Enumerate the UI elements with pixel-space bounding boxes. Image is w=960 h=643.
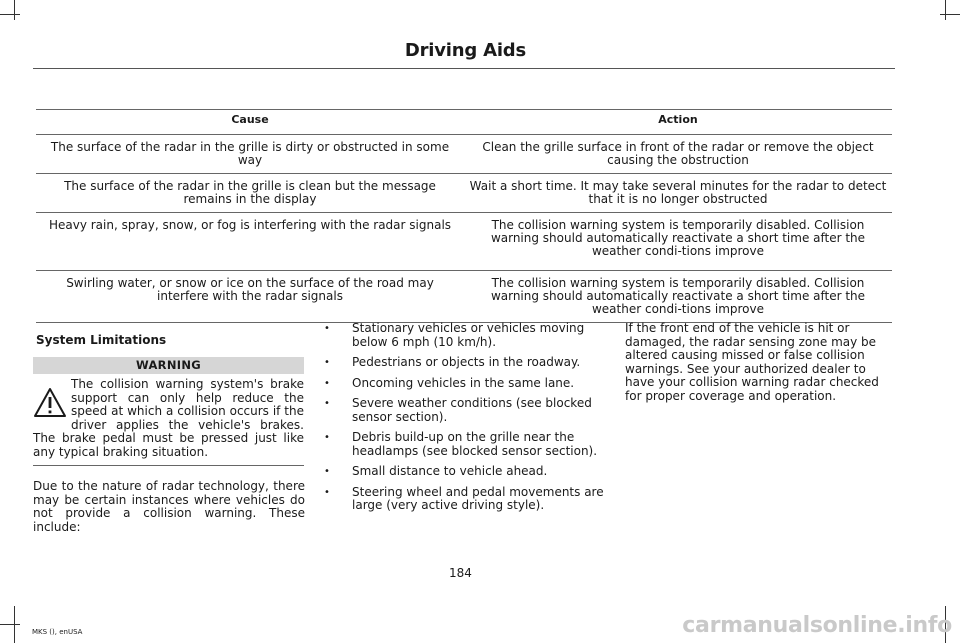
list-item: • Pedestrians or objects in the roadway. — [322, 356, 604, 370]
page-number: 184 — [449, 566, 472, 580]
list-item: • Small distance to vehicle ahead. — [322, 465, 604, 479]
header-rule — [33, 68, 895, 69]
cause-cell: Heavy rain, spray, snow, or fog is interfering with the radar signals — [36, 213, 464, 271]
warning-triangle-icon — [33, 386, 67, 420]
crop-mark — [945, 0, 946, 20]
action-cell: Wait a short time. It may take several minutes for the radar to detect that it is no longer obstructed — [464, 174, 892, 213]
list-item: • Steering wheel and pedal movements are large (very active driving style). — [322, 486, 604, 513]
action-cell: The collision warning system is temporarily disabled. Collision warning should automatically reactivate a short time after the weather condi-tions improve — [464, 271, 892, 323]
warning-rule — [33, 465, 304, 466]
table-row — [36, 135, 892, 174]
action-cell: Clean the grille surface in front of the radar or remove the object causing the obstruction — [464, 135, 892, 174]
table-row — [36, 174, 892, 213]
warning-label: WARNING — [33, 357, 304, 374]
crop-mark — [14, 0, 15, 20]
section-heading: System Limitations — [36, 333, 167, 347]
intro-paragraph: Due to the nature of radar technology, there may be certain instances where vehicles do not provide a collision warning. These include: — [33, 479, 305, 534]
watermark: carmanualsonline.info — [682, 613, 952, 638]
crop-mark — [0, 14, 20, 15]
list-item: • Stationary vehicles or vehicles moving below 6 mph (10 km/h). — [322, 322, 604, 349]
cause-cell: Swirling water, or snow or ice on the surface of the road may interfere with the radar signals — [36, 271, 464, 323]
table-header-row — [36, 110, 892, 135]
cause-cell: The surface of the radar in the grille is clean but the message remains in the display — [36, 174, 464, 213]
list-item: • Severe weather conditions (see blocked sensor section). — [322, 397, 604, 424]
crop-mark — [0, 624, 20, 625]
limitations-list — [322, 322, 604, 520]
page-title: Driving Aids — [404, 40, 526, 61]
table-row — [36, 213, 892, 271]
table-row — [36, 271, 892, 323]
warning-text: The collision warning system's brake support can only help reduce the speed at which a collision occurs if the driver applies the vehicle's brakes. The brake pedal must be pressed just like any typical braking situation. — [33, 377, 304, 459]
list-item: • Debris build-up on the grille near the headlamps (see blocked sensor section). — [322, 431, 604, 458]
warning-box — [33, 357, 304, 466]
footer-code: MKS (), enUSA — [32, 628, 83, 636]
column-header-action: Action — [464, 110, 892, 135]
cause-cell: The surface of the radar in the grille is dirty or obstructed in some way — [36, 135, 464, 174]
list-item: • Oncoming vehicles in the same lane. — [322, 377, 604, 391]
column-header-cause: Cause — [36, 110, 464, 135]
crop-mark — [940, 14, 960, 15]
warning-body — [33, 378, 304, 459]
action-cell: The collision warning system is temporarily disabled. Collision warning should automatically reactivate a short time after the weather condi-tions improve — [464, 213, 892, 271]
cause-action-table — [36, 109, 892, 323]
damage-note: If the front end of the vehicle is hit or damaged, the radar sensing zone may be altered causing missed or false collision warnings. See your authorized dealer to have your collision warning radar checked for proper coverage and operation. — [625, 321, 879, 403]
